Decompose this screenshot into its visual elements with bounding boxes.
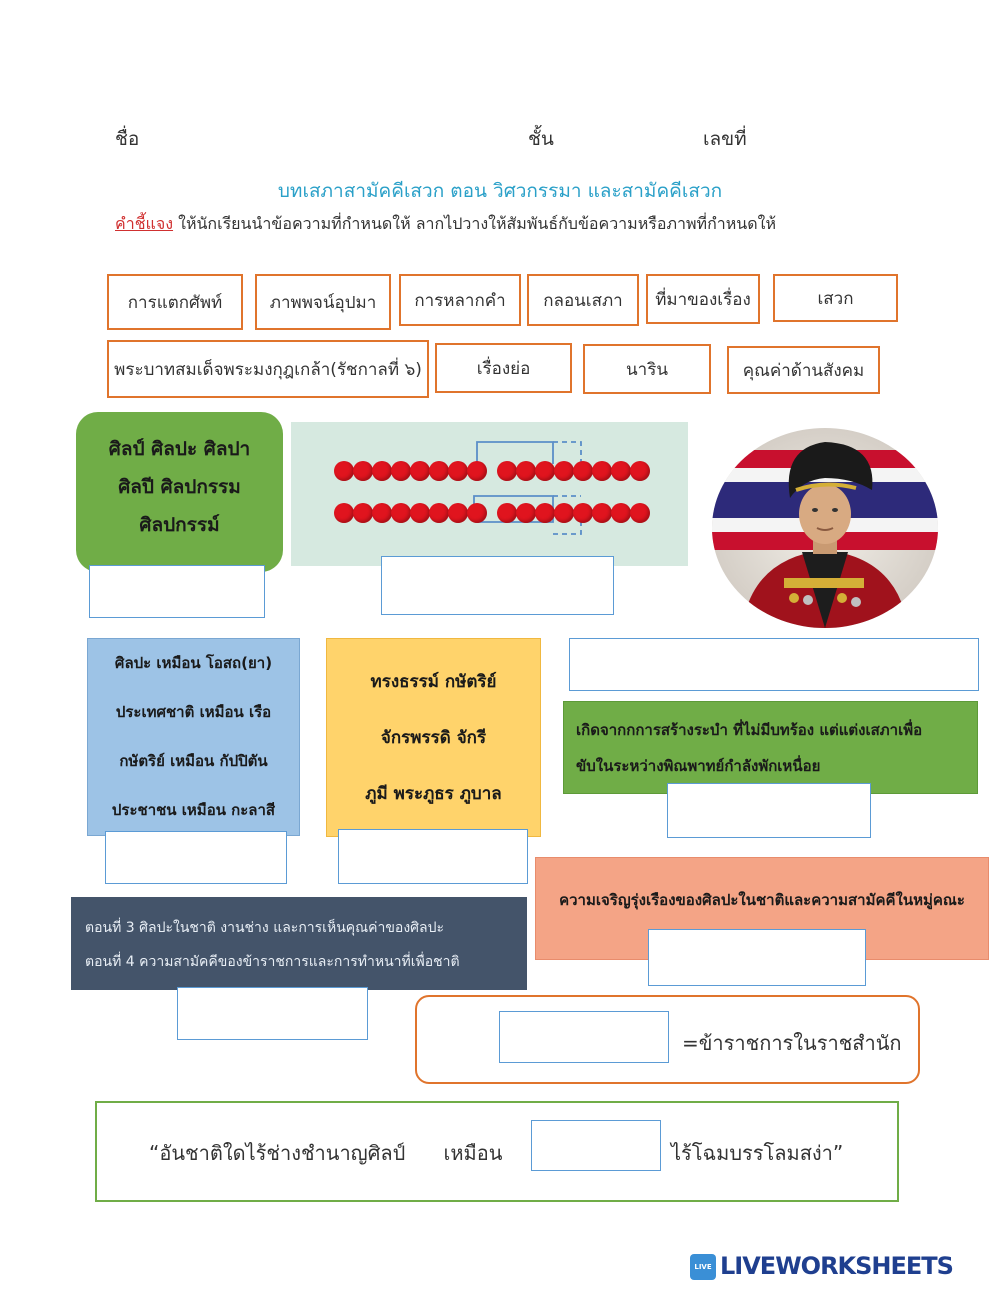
answer-drop-zone[interactable]: [105, 831, 287, 884]
quote-after: ไร้โฉมบรรโลมสง่า”: [671, 1141, 844, 1165]
meter-dot: [391, 461, 411, 481]
word-card[interactable]: พระบาทสมเด็จพระมงกุฎเกล้า(รัชกาลที่ ๖): [107, 340, 429, 398]
meter-dot: [429, 461, 449, 481]
meter-brackets: [291, 422, 688, 566]
logo-text: LIVEWORKSHEETS: [720, 1252, 953, 1280]
answer-drop-zone[interactable]: [338, 829, 528, 884]
word-card[interactable]: การหลากคำ: [399, 274, 521, 326]
meter-dot: [448, 461, 468, 481]
simile-line: ประชาชน เหมือน กะลาสี: [111, 801, 276, 819]
word-card[interactable]: นาริน: [583, 344, 711, 394]
meter-dot: [497, 503, 517, 523]
quote-before: “อันชาติใดไร้ช่างชำนาญศิลป์ เหมือน: [149, 1141, 503, 1165]
meter-dot: [353, 461, 373, 481]
answer-drop-zone[interactable]: [648, 929, 866, 986]
answer-drop-zone[interactable]: [531, 1120, 661, 1171]
answer-drop-zone[interactable]: [89, 565, 265, 618]
answer-drop-zone[interactable]: [499, 1011, 669, 1063]
simile-line: ประเทศชาติ เหมือน เรือ: [115, 703, 272, 721]
derivation-line: ศิลป์ ศิลปะ ศิลปา: [108, 438, 251, 460]
synonym-clue: [326, 638, 541, 837]
meter-dot: [429, 503, 449, 523]
meter-dot: [630, 503, 650, 523]
synonym-line: ทรงธรรม์ กษัตริย์: [370, 671, 497, 692]
simile-line: กษัตริย์ เหมือน กัปปิตัน: [119, 752, 268, 770]
answer-drop-zone[interactable]: [381, 556, 614, 615]
meter-dot: [554, 461, 574, 481]
derivation-clue: [76, 412, 283, 572]
meter-dot: [334, 503, 354, 523]
meter-dot: [573, 461, 593, 481]
word-card[interactable]: ที่มาของเรื่อง: [646, 274, 760, 324]
word-card[interactable]: กลอนเสภา: [527, 274, 639, 326]
meter-dot: [535, 503, 555, 523]
word-card[interactable]: เสวก: [773, 274, 898, 322]
number-label: เลขที่: [703, 128, 747, 150]
answer-drop-zone[interactable]: [177, 987, 368, 1040]
instruction-text: ให้นักเรียนนำข้อความที่กำหนดให้ ลากไปวางให้สัมพันธ์กับข้อความหรือภาพที่กำหนดให้: [173, 214, 776, 233]
name-label: ชื่อ: [115, 128, 140, 150]
word-card[interactable]: การแตกศัพท์: [107, 274, 243, 330]
meter-dot: [611, 503, 631, 523]
meter-dot: [372, 461, 392, 481]
word-card[interactable]: ภาพพจน์อุปมา: [255, 274, 391, 330]
derivation-line: ศิลปี ศิลปกรรม: [118, 476, 241, 498]
definition-text: =ข้าราชการในราชสำนัก: [682, 1031, 902, 1055]
synonym-line: ภูมี พระภูธร ภูบาล: [365, 783, 502, 804]
quote-clue: [95, 1101, 899, 1202]
meter-dot: [573, 503, 593, 523]
meter-dot: [334, 461, 354, 481]
word-card[interactable]: เรื่องย่อ: [435, 343, 572, 393]
meter-dot: [554, 503, 574, 523]
origin-clue: [563, 701, 978, 794]
meter-dot: [592, 461, 612, 481]
meter-dot: [592, 503, 612, 523]
synonym-line: จักรพรรดิ จักรี: [380, 727, 487, 748]
origin-line: ขับในระหว่างพิณพาทย์กำลังพักเหนื่อย: [576, 757, 821, 775]
meter-dot: [516, 503, 536, 523]
meter-dot: [497, 461, 517, 481]
simile-line: ศิลปะ เหมือน โอสถ(ยา): [114, 654, 273, 672]
meter-dot: [611, 461, 631, 481]
summary-clue: [71, 897, 527, 990]
worksheet-title: บทเสภาสามัคคีเสวก ตอน วิศวกรรมา และสามัคคีเสวก: [277, 180, 723, 202]
word-card[interactable]: คุณค่าด้านสังคม: [727, 346, 880, 394]
class-label: ชั้น: [528, 128, 554, 150]
simile-clue: [87, 638, 300, 836]
answer-drop-zone[interactable]: [667, 783, 871, 838]
answer-drop-zone[interactable]: [569, 638, 979, 691]
meter-dot: [391, 503, 411, 523]
instruction: [115, 212, 776, 237]
derivation-line: ศิลปกรรม์: [139, 514, 220, 536]
definition-clue: [415, 995, 920, 1084]
meter-dot: [535, 461, 555, 481]
origin-line: เกิดจากกการสร้างระบำ ที่ไม่มีบทร้อง แต่แต่งเสภาเพื่อ: [576, 721, 923, 739]
meter-dot: [516, 461, 536, 481]
summary-line: ตอนที่ 4 ความสามัคคีของข้าราชการและการทำหนาที่เพื่อชาติ: [85, 954, 460, 970]
meter-dot: [448, 503, 468, 523]
meter-dot: [467, 503, 487, 523]
liveworksheets-logo: [690, 1250, 990, 1284]
meter-dot: [353, 503, 373, 523]
meter-dot: [467, 461, 487, 481]
meter-dot: [372, 503, 392, 523]
meter-diagram: [291, 422, 688, 566]
summary-line: ตอนที่ 3 ศิลปะในชาติ งานช่าง และการเห็นคุณค่าของศิลปะ: [85, 920, 445, 936]
meter-dot: [630, 461, 650, 481]
king-portrait-image: [712, 428, 938, 628]
live-badge: LIVE: [690, 1254, 716, 1280]
meter-dot: [410, 461, 430, 481]
value-text: ความเจริญรุ่งเรืองของศิลปะในชาติและความสามัคคีในหมู่คณะ: [559, 891, 965, 909]
meter-dot: [410, 503, 430, 523]
instruction-label: คำชี้แจง: [115, 214, 174, 233]
